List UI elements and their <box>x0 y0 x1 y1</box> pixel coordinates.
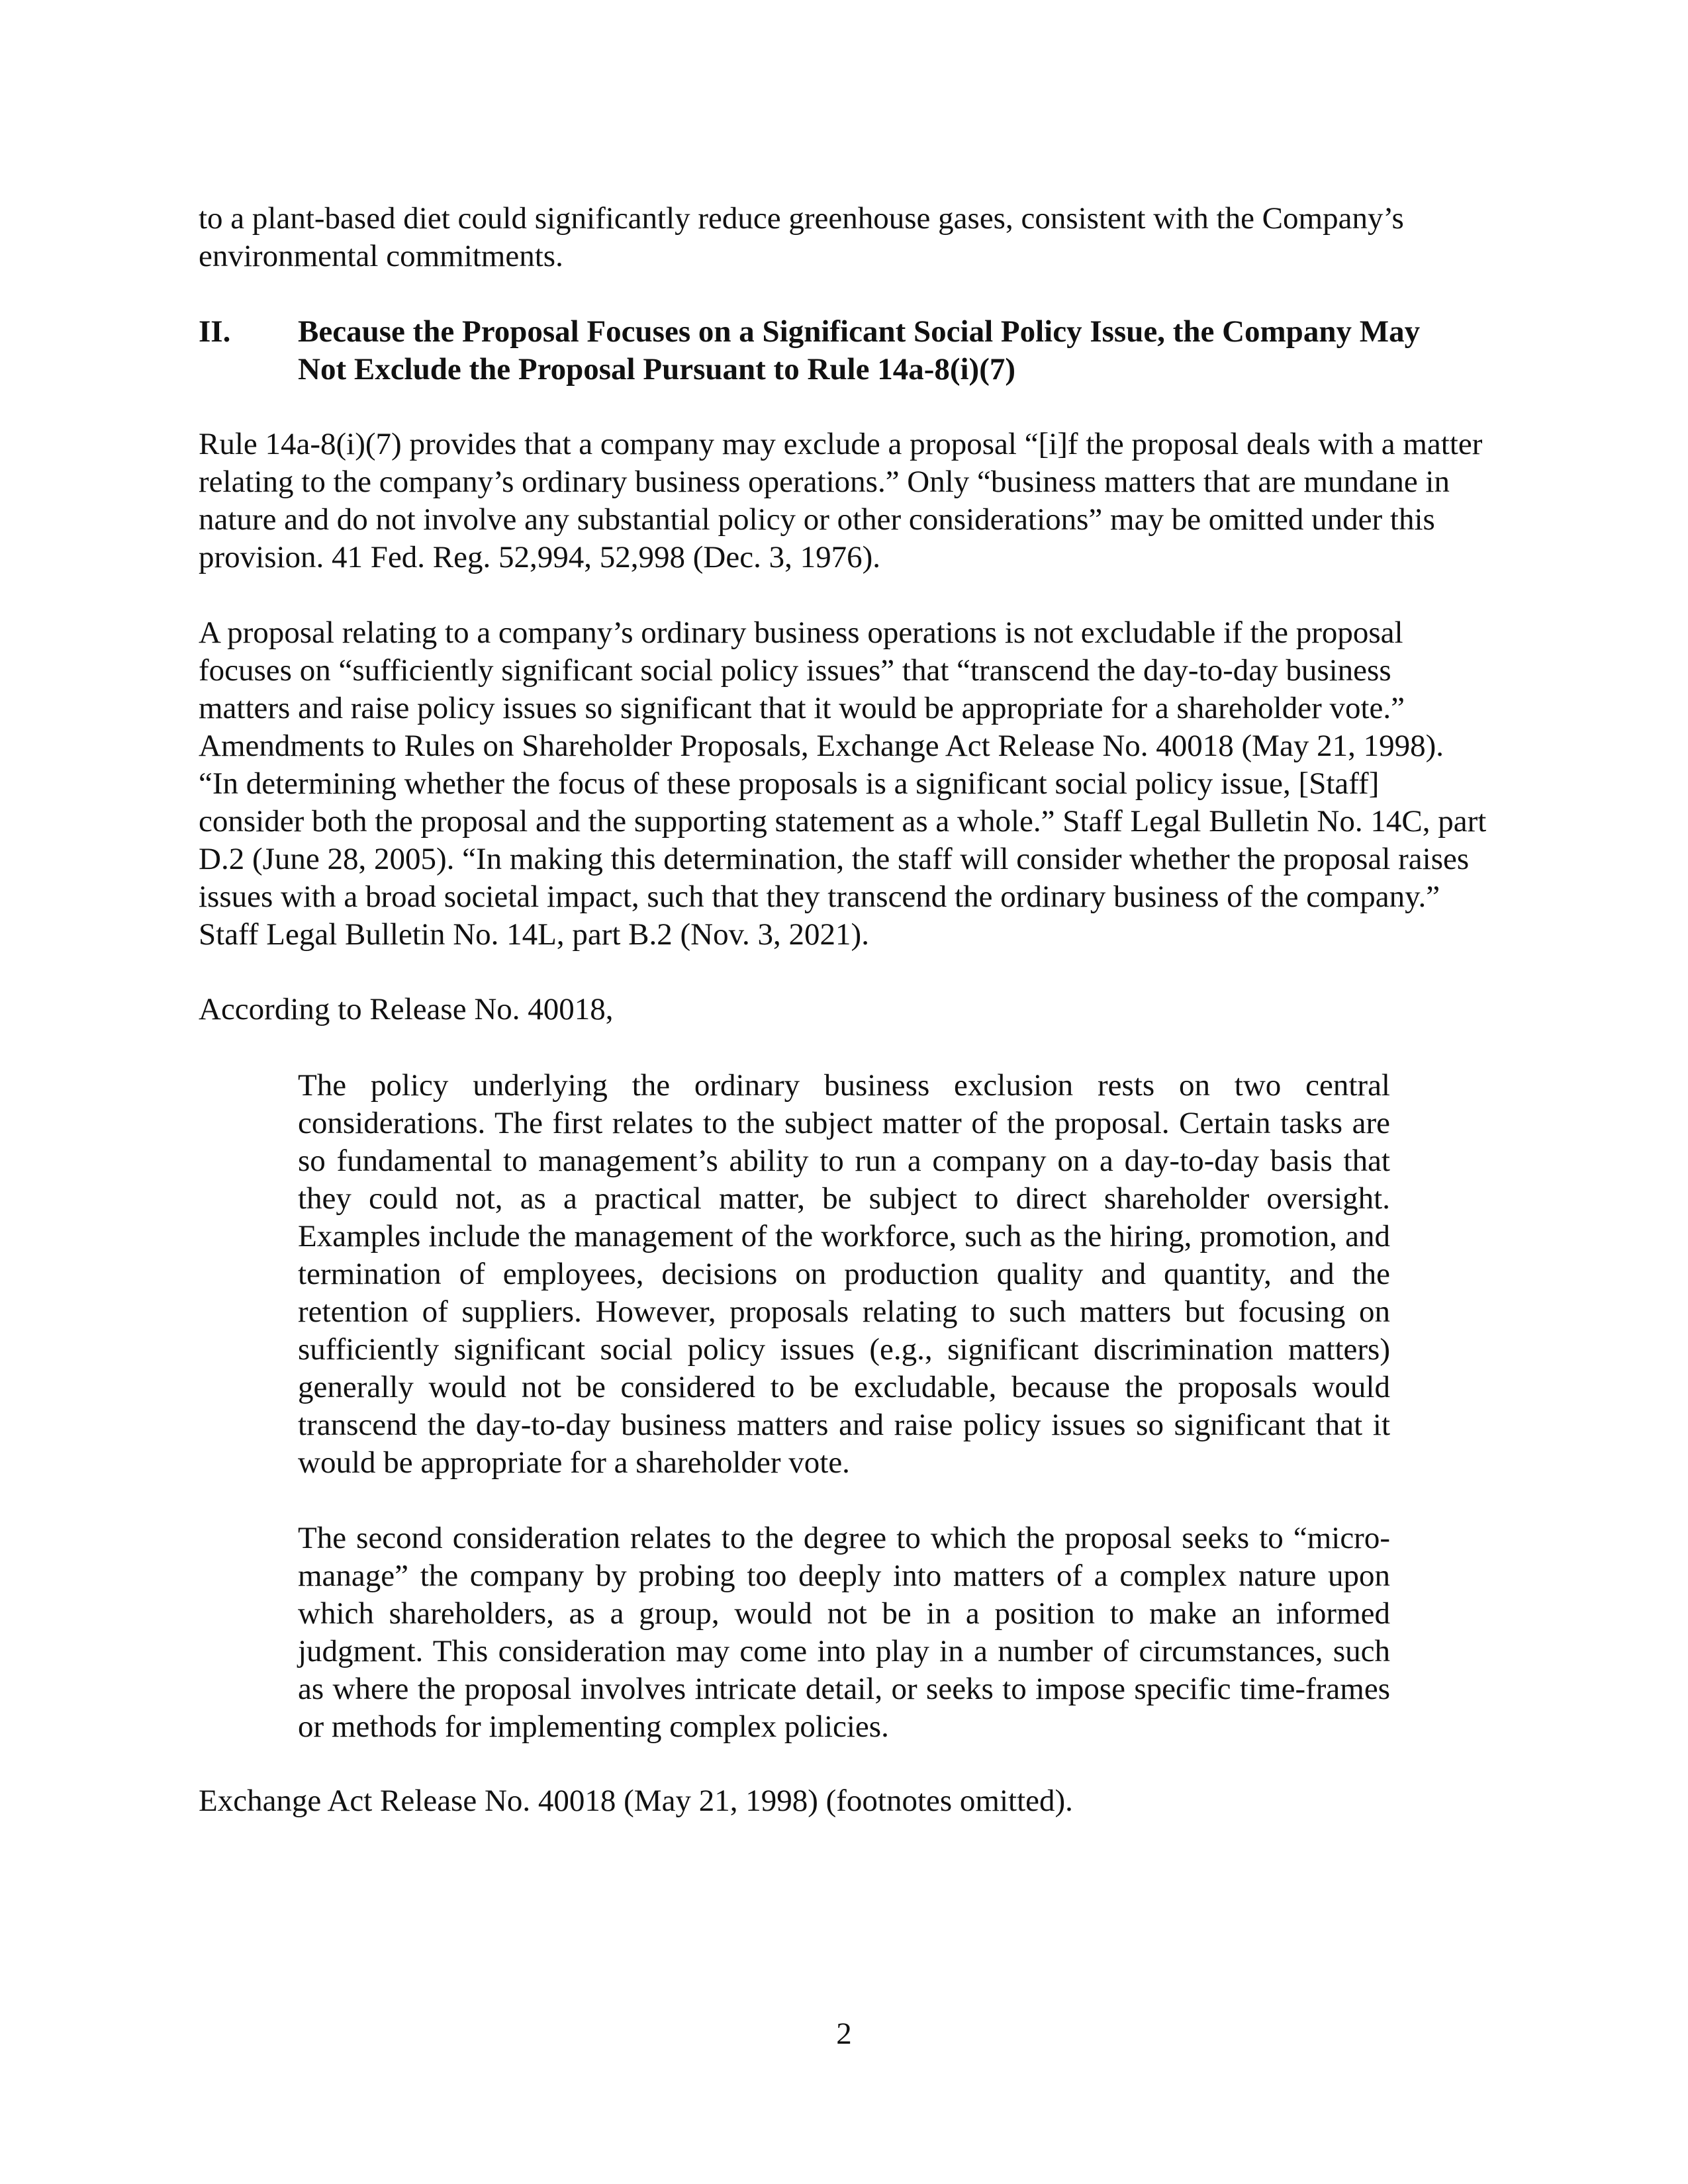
block-quote-first: The policy underlying the ordinary business exclusion rests on two central considerations. The first relates to the subject matter of the proposal. Certain tasks are so fundamental to management’s ability to run a company on a day-to-day basis that they could not, as a practical matter, be subject to direct shareholder oversight. Examples include the management of the workforce, such as the hiring, promotion, and termination of employees, decisions on production quality and quantity, and the retention of suppliers. However, proposals relating to such matters but focusing on sufficiently significant social policy issues (e.g., significant discrimination matters) generally would not be considered to be excludable, because the proposals would transcend the day-to-day business matters and raise policy issues so significant that it would be appropriate for a shareholder vote. <box>298 1068 1390 1480</box>
block-quote-second: The second consideration relates to the degree to which the proposal seeks to “micro-manage” the company by probing too deeply into matters of a complex nature upon which shareholders, as a group, would not be in a position to make an informed judgment. This consideration may come into play in a number of circumstances, such as where the proposal involves intricate detail, or seeks to impose specific time-frames or methods for implementing complex policies. <box>298 1521 1390 1744</box>
section-title: Because the Proposal Focuses on a Significant Social Policy Issue, the Company May Not Exclude the Proposal Pursuant to Rule 14a-8(i)(7) <box>298 314 1421 387</box>
paragraph-rule: Rule 14a-8(i)(7) provides that a company may exclude a proposal “[i]f the proposal deals with a matter relating to the company’s ordinary business operations.” Only “business matters that are mundane in nature and do not involve any substantial policy or other considerations” may be omitted under this provision. 41 Fed. Reg. 52,994, 52,998 (Dec. 3, 1976). <box>199 427 1483 574</box>
section-heading <box>199 313 1489 388</box>
section-number: II. <box>199 314 231 349</box>
paragraph-according: According to Release No. 40018, <box>199 992 614 1026</box>
paragraph-citation: Exchange Act Release No. 40018 (May 21, 1998) (footnotes omitted). <box>199 1784 1073 1818</box>
paragraph-intro-continuation: to a plant-based diet could significantly reduce greenhouse gases, consistent with the Company’s environmental commitments. <box>199 201 1404 273</box>
paragraph-policy: A proposal relating to a company’s ordinary business operations is not excludable if the proposal focuses on “sufficiently significant social policy issues” that “transcend the day-to-day business matters and raise policy issues so significant that it would be appropriate for a shareholder vote.” Amendments to Rules on Shareholder Proposals, Exchange Act Release No. 40018 (May 21, 1998). “In determining whether the focus of these proposals is a significant social policy issue, [Staff] consider both the proposal and the supporting statement as a whole.” Staff Legal Bulletin No. 14C, part D.2 (June 28, 2005). “In making this determination, the staff will consider whether the proposal raises issues with a broad societal impact, such that they transcend the ordinary business of the company.” Staff Legal Bulletin No. 14L, part B.2 (Nov. 3, 2021). <box>199 615 1487 952</box>
page-number: 2 <box>836 2017 852 2051</box>
